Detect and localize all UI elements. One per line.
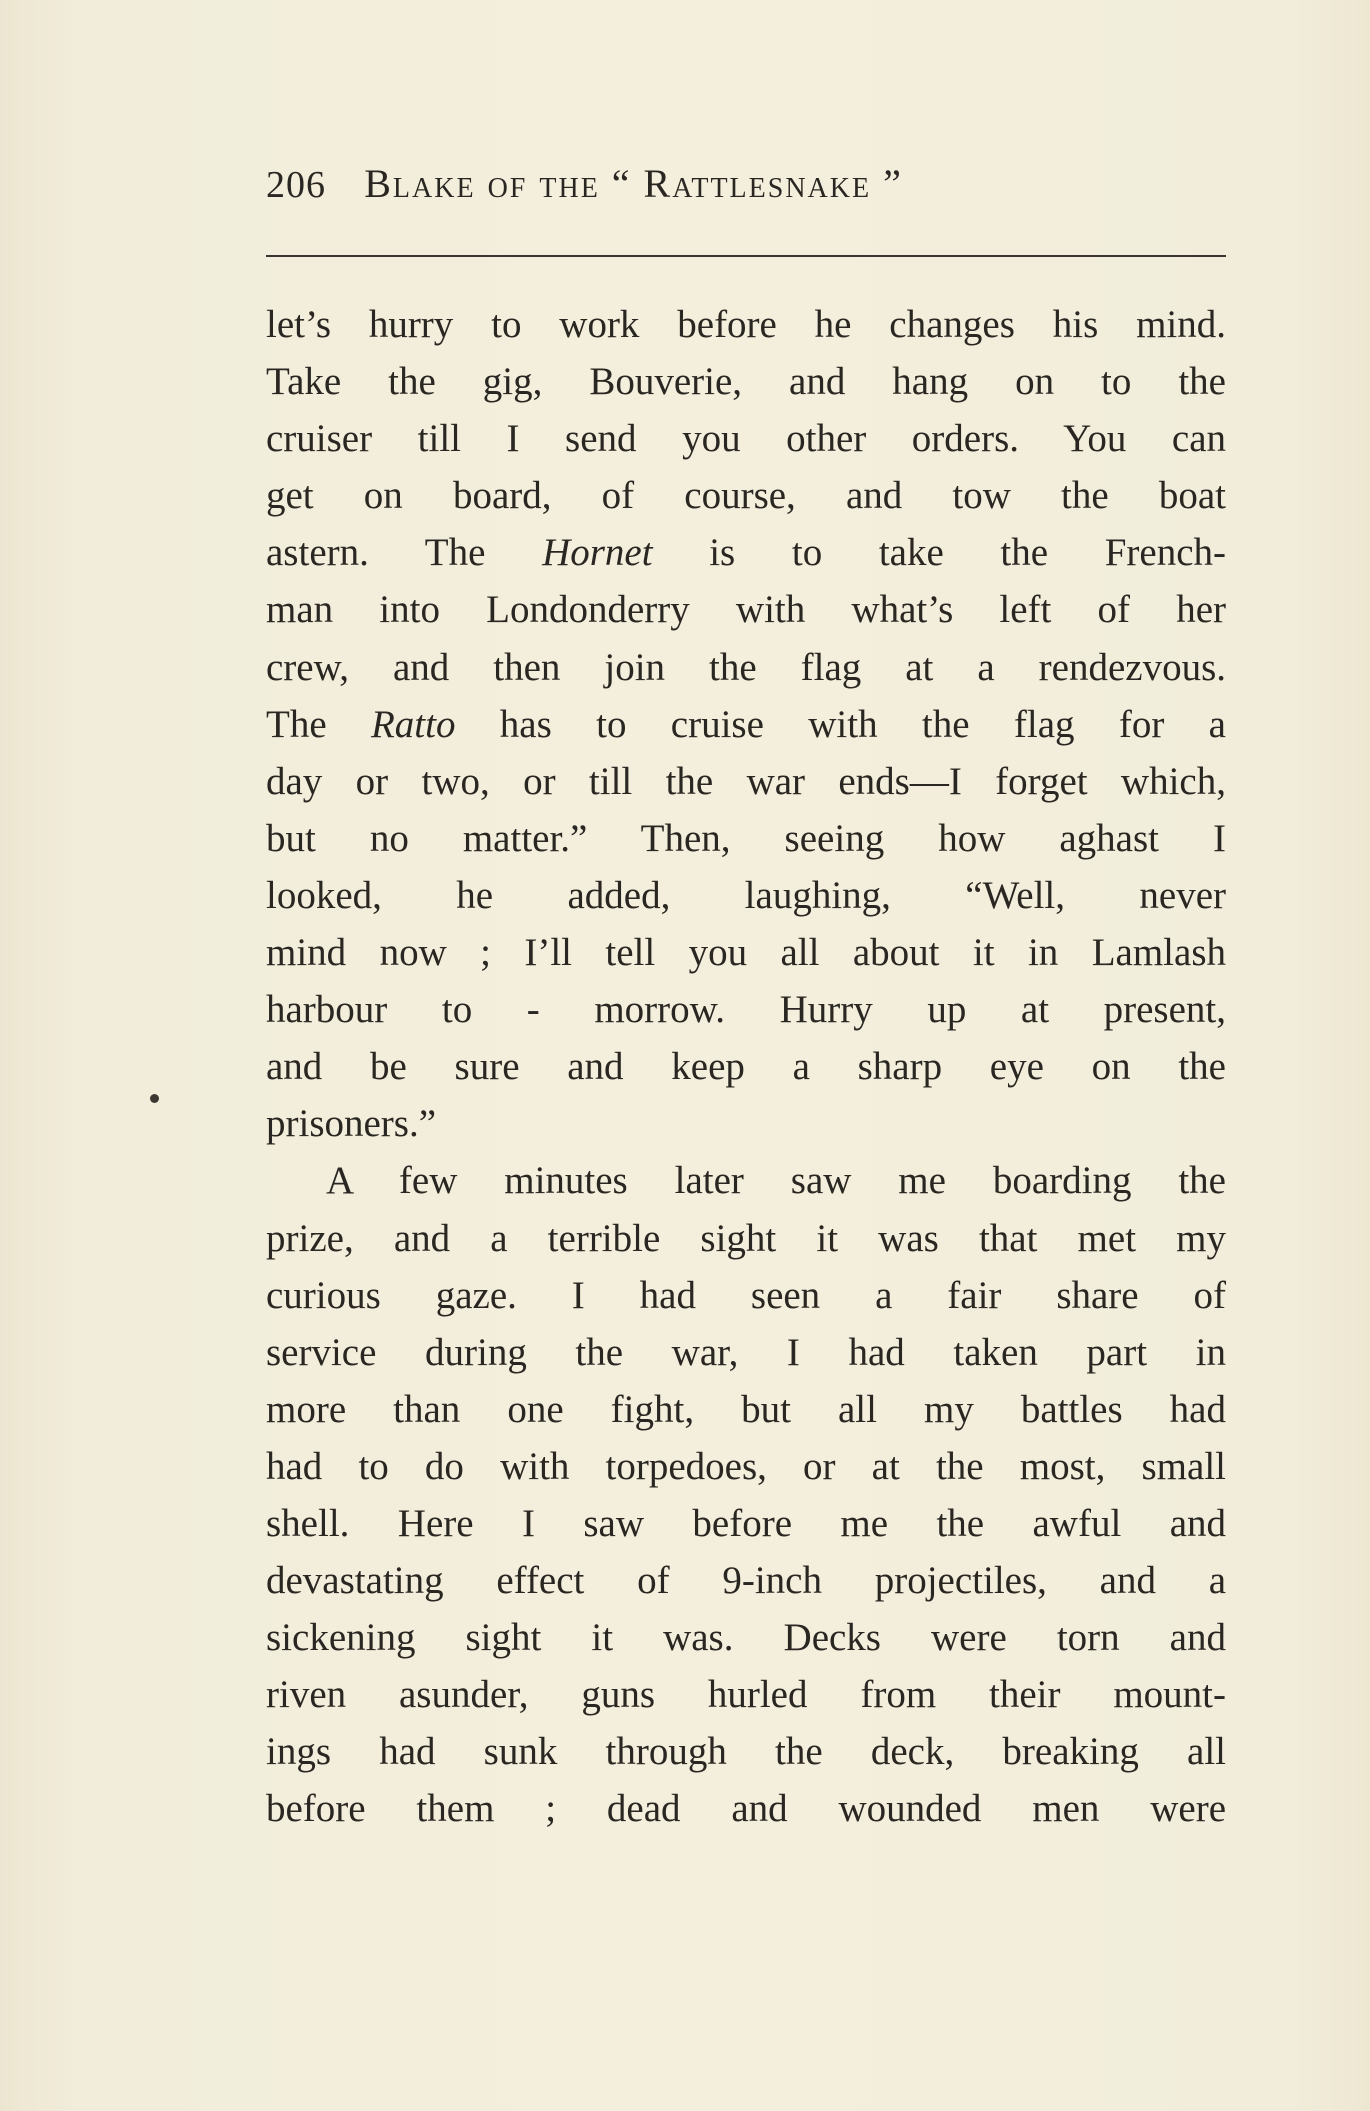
- text-run: sickening sight it was. Decks were torn and: [266, 1616, 1226, 1660]
- text-run: ings had sunk through the deck, breaking all: [266, 1730, 1226, 1774]
- text-line: [266, 1152, 1226, 1209]
- text-run: and be sure and keep a sharp eye on the: [266, 1045, 1226, 1089]
- text-run: cruiser till I send you other orders. You can: [266, 417, 1226, 461]
- text-line: [266, 1438, 1226, 1495]
- text-run: has to cruise with the flag for a: [455, 702, 1226, 746]
- margin-ink-spot: [150, 1094, 159, 1103]
- text-run: Take the gig, Bouverie, and hang on to the: [266, 360, 1226, 404]
- running-title: Blake of the “ Rattlesnake ”: [364, 161, 903, 206]
- text-line: [266, 867, 1226, 924]
- text-line: [266, 1552, 1226, 1609]
- text-run: devastating effect of 9-inch projectiles, and a: [266, 1559, 1226, 1603]
- running-head: [266, 160, 1226, 224]
- text-run: man into Londonderry with what’s left of her: [266, 588, 1226, 632]
- text-run: prize, and a terrible sight it was that met my: [266, 1216, 1226, 1260]
- text-line: [266, 1666, 1226, 1723]
- text-run: more than one fight, but all my battles had: [266, 1387, 1226, 1431]
- text-line: [266, 1495, 1226, 1552]
- text-run: harbour to - morrow. Hurry up at present,: [266, 988, 1226, 1032]
- body-text: [266, 296, 1226, 1838]
- text-run: astern. The: [266, 531, 543, 575]
- text-line: [266, 639, 1226, 696]
- italic-ship-name: Hornet: [542, 531, 653, 575]
- text-run: service during the war, I had taken part in: [266, 1330, 1226, 1374]
- page-number: 206: [266, 164, 326, 206]
- text-run: shell. Here I saw before me the awful and: [266, 1501, 1226, 1545]
- text-run: A few minutes later saw me boarding the: [326, 1159, 1226, 1203]
- text-line: [266, 810, 1226, 867]
- header-rule: [266, 255, 1226, 257]
- text-run: crew, and then join the flag at a rendezvous.: [266, 645, 1226, 689]
- text-run: is to take the French-: [652, 531, 1226, 575]
- text-run: before them ; dead and wounded men were: [266, 1787, 1226, 1831]
- text-line: [266, 353, 1226, 410]
- text-run: let’s hurry to work before he changes his mind.: [266, 303, 1226, 346]
- text-run: The: [266, 702, 371, 746]
- text-run: mind now ; I’ll tell you all about it in Lamlash: [266, 931, 1226, 975]
- text-line: [266, 410, 1226, 467]
- text-run: had to do with torpedoes, or at the most, small: [266, 1444, 1226, 1488]
- text-line: [266, 696, 1226, 753]
- text-line: [266, 1210, 1226, 1267]
- text-line: [266, 1609, 1226, 1666]
- text-run: prisoners.”: [266, 1102, 437, 1146]
- italic-ship-name: Ratto: [370, 702, 456, 746]
- text-run: riven asunder, guns hurled from their mount-: [266, 1673, 1226, 1717]
- text-run: but no matter.” Then, seeing how aghast I: [266, 816, 1226, 860]
- text-line: [266, 1780, 1226, 1837]
- text-line: [266, 1381, 1226, 1438]
- text-line: [266, 1723, 1226, 1780]
- text-line: [266, 924, 1226, 981]
- text-line: [266, 1038, 1226, 1095]
- text-run: looked, he added, laughing, “Well, never: [266, 873, 1226, 917]
- text-run: get on board, of course, and tow the boat: [266, 474, 1226, 518]
- text-line: [266, 1267, 1226, 1324]
- text-line: [266, 467, 1226, 524]
- text-line: [266, 581, 1226, 638]
- text-run: day or two, or till the war ends—I forget which,: [266, 759, 1226, 803]
- text-line: [266, 1324, 1226, 1381]
- text-line: [266, 981, 1226, 1038]
- text-line: [266, 524, 1226, 581]
- text-run: curious gaze. I had seen a fair share of: [266, 1273, 1226, 1317]
- text-line: [266, 1095, 1226, 1152]
- text-line: [266, 753, 1226, 810]
- text-line: [266, 296, 1226, 353]
